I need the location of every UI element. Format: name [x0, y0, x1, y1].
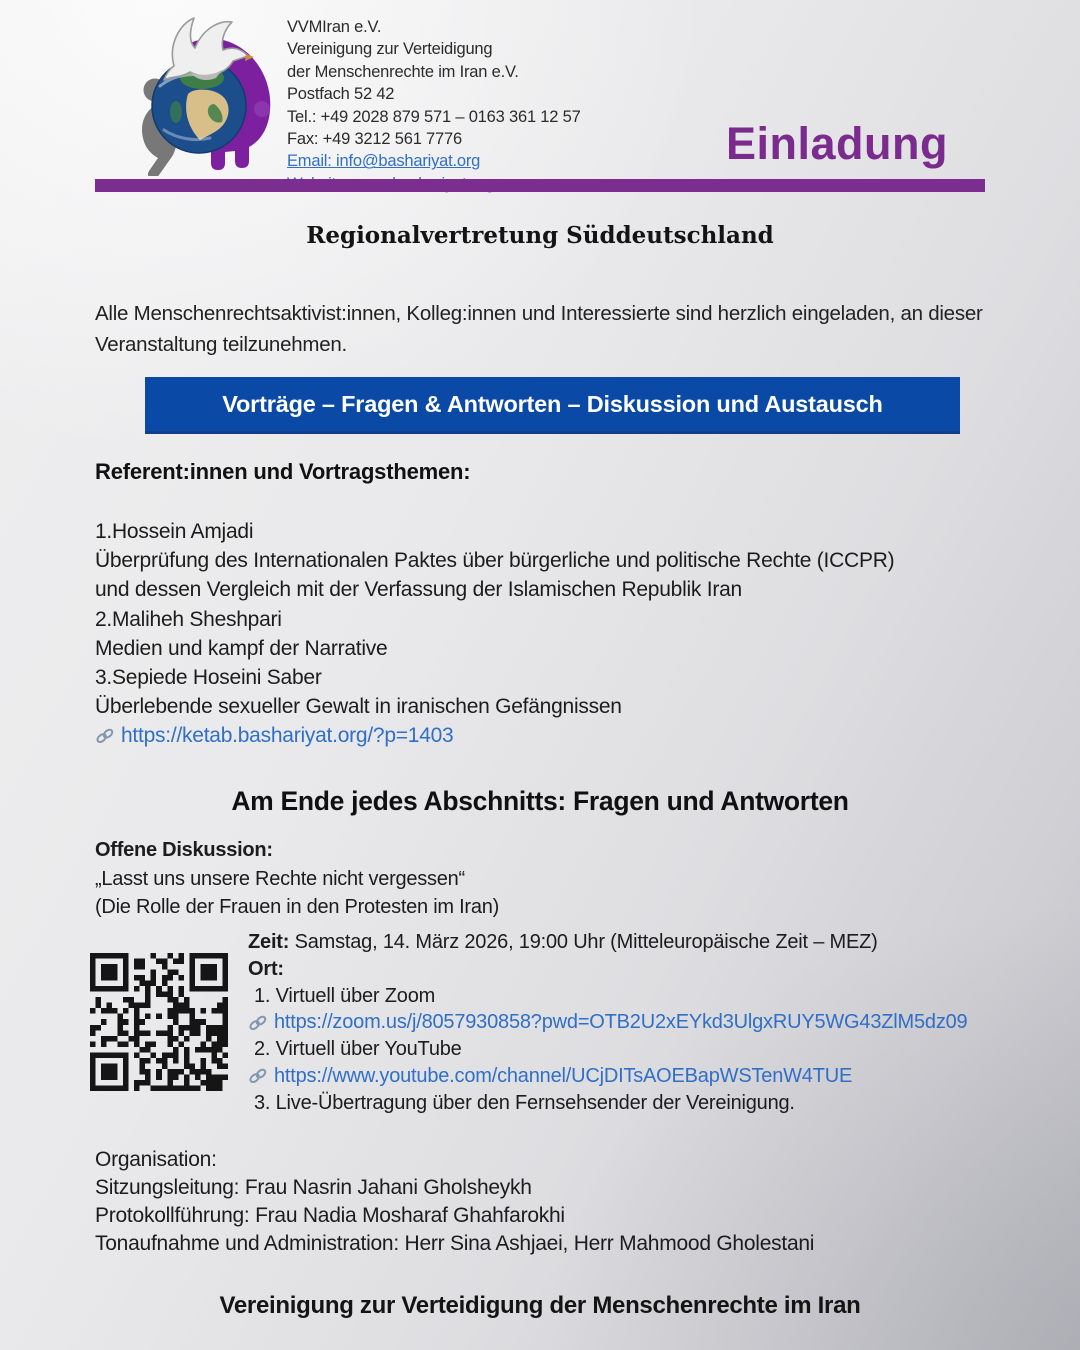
phone-line: Tel.: +49 2028 879 571 – 0163 361 12 57	[287, 107, 581, 126]
ketab-link-row	[95, 721, 894, 750]
organisation-block	[95, 1146, 814, 1258]
intro-line: Veranstaltung teilzunehmen.	[95, 332, 347, 356]
email-link[interactable]: Email: info@bashariyat.org	[287, 152, 481, 171]
program-banner-label: Vorträge – Fragen & Antworten – Diskussion und Austausch	[222, 390, 883, 417]
ort-option: 2. Virtuell über YouTube	[254, 1038, 462, 1061]
page-title: Einladung	[726, 118, 948, 169]
qa-heading: Am Ende jedes Abschnitts: Fragen und Antworten	[231, 786, 849, 816]
discussion-block	[95, 836, 499, 922]
speaker-line: 2.Maliheh Sheshpari	[95, 607, 282, 631]
zeit-value: Samstag, 14. März 2026, 19:00 Uhr (Mitteleuropäische Zeit – MEZ)	[294, 931, 878, 953]
organisation-heading: Organisation:	[95, 1148, 217, 1171]
speaker-line: 1.Hossein Amjadi	[95, 520, 254, 543]
event-details	[248, 929, 967, 1117]
discussion-note: (Die Rolle der Frauen in den Protesten im Iran)	[95, 896, 499, 919]
region-subtitle: Regionalvertretung Süddeutschland	[306, 222, 774, 249]
postfach-line: Postfach 52 42	[287, 85, 395, 104]
organisation-line: Tonaufnahme und Administration: Herr Sina Ashjaei, Herr Mahmood Gholestani	[95, 1232, 815, 1255]
fax-line: Fax: +49 3212 561 7776	[287, 130, 462, 149]
zeit-label: Zeit:	[248, 931, 290, 953]
speaker-line: 3.Sepiede Hoseini Saber	[95, 666, 322, 690]
zoom-link[interactable]: https://zoom.us/j/8057930858?pwd=OTB2U2xEYkd3UlgxRUY5WG43ZlM5dz09	[274, 1011, 968, 1034]
ort-option: 3. Live-Übertragung über den Fernsehsender der Vereinigung.	[254, 1091, 795, 1114]
qr-code-graphic	[90, 953, 228, 1091]
zeit-row	[248, 929, 967, 956]
ketab-link[interactable]: https://ketab.bashariyat.org/?p=1403	[121, 724, 454, 748]
organisation-line: Protokollführung: Frau Nadia Mosharaf Ghahfarokhi	[95, 1204, 565, 1227]
chain-link-icon	[95, 726, 115, 746]
discussion-heading: Offene Diskussion:	[95, 839, 273, 861]
chain-link-icon	[248, 1066, 268, 1086]
topic-line: Überprüfung des Internationalen Paktes über bürgerliche und politische Rechte (ICCPR)	[95, 549, 895, 573]
discussion-quote: „Lasst uns unsere Rechte nicht vergessen“	[95, 867, 465, 890]
program-banner	[145, 377, 960, 434]
org-name: VVMIran e.V.	[287, 18, 382, 36]
youtube-link-row	[248, 1063, 967, 1090]
logo-graphic	[128, 12, 280, 176]
org-line: Vereinigung zur Verteidigung	[287, 40, 493, 59]
speakers-list	[95, 517, 894, 751]
speakers-heading: Referent:innen und Vortragsthemen:	[95, 459, 471, 484]
organisation-line: Sitzungsleitung: Frau Nasrin Jahani Gholsheykh	[95, 1176, 532, 1199]
topic-line: Überlebende sexueller Gewalt in iranischen Gefängnissen	[95, 695, 622, 719]
youtube-link[interactable]: https://www.youtube.com/channel/UCjDITsAOEBapWSTenW4TUE	[274, 1064, 853, 1087]
org-logo	[128, 12, 280, 176]
chain-link-icon	[248, 1013, 268, 1033]
zoom-link-row	[248, 1009, 967, 1036]
qr-code	[90, 953, 228, 1091]
ort-label: Ort:	[248, 957, 284, 980]
org-line: der Menschenrechte im Iran e.V.	[287, 62, 519, 81]
intro-line: Alle Menschenrechtsaktivist:innen, Kolleg:innen und Interessierte sind herzlich eingeladen, an dieser	[95, 302, 983, 325]
ort-option: 1. Virtuell über Zoom	[254, 984, 436, 1007]
topic-line: Medien und kampf der Narrative	[95, 636, 388, 660]
topic-line: und dessen Vergleich mit der Verfassung der Islamischen Republik Iran	[95, 578, 742, 602]
header-contact-block	[287, 16, 581, 195]
header-divider	[95, 179, 985, 192]
footer-org-name: Vereinigung zur Verteidigung der Menschenrechte im Iran	[219, 1292, 861, 1319]
intro-paragraph	[95, 299, 983, 360]
